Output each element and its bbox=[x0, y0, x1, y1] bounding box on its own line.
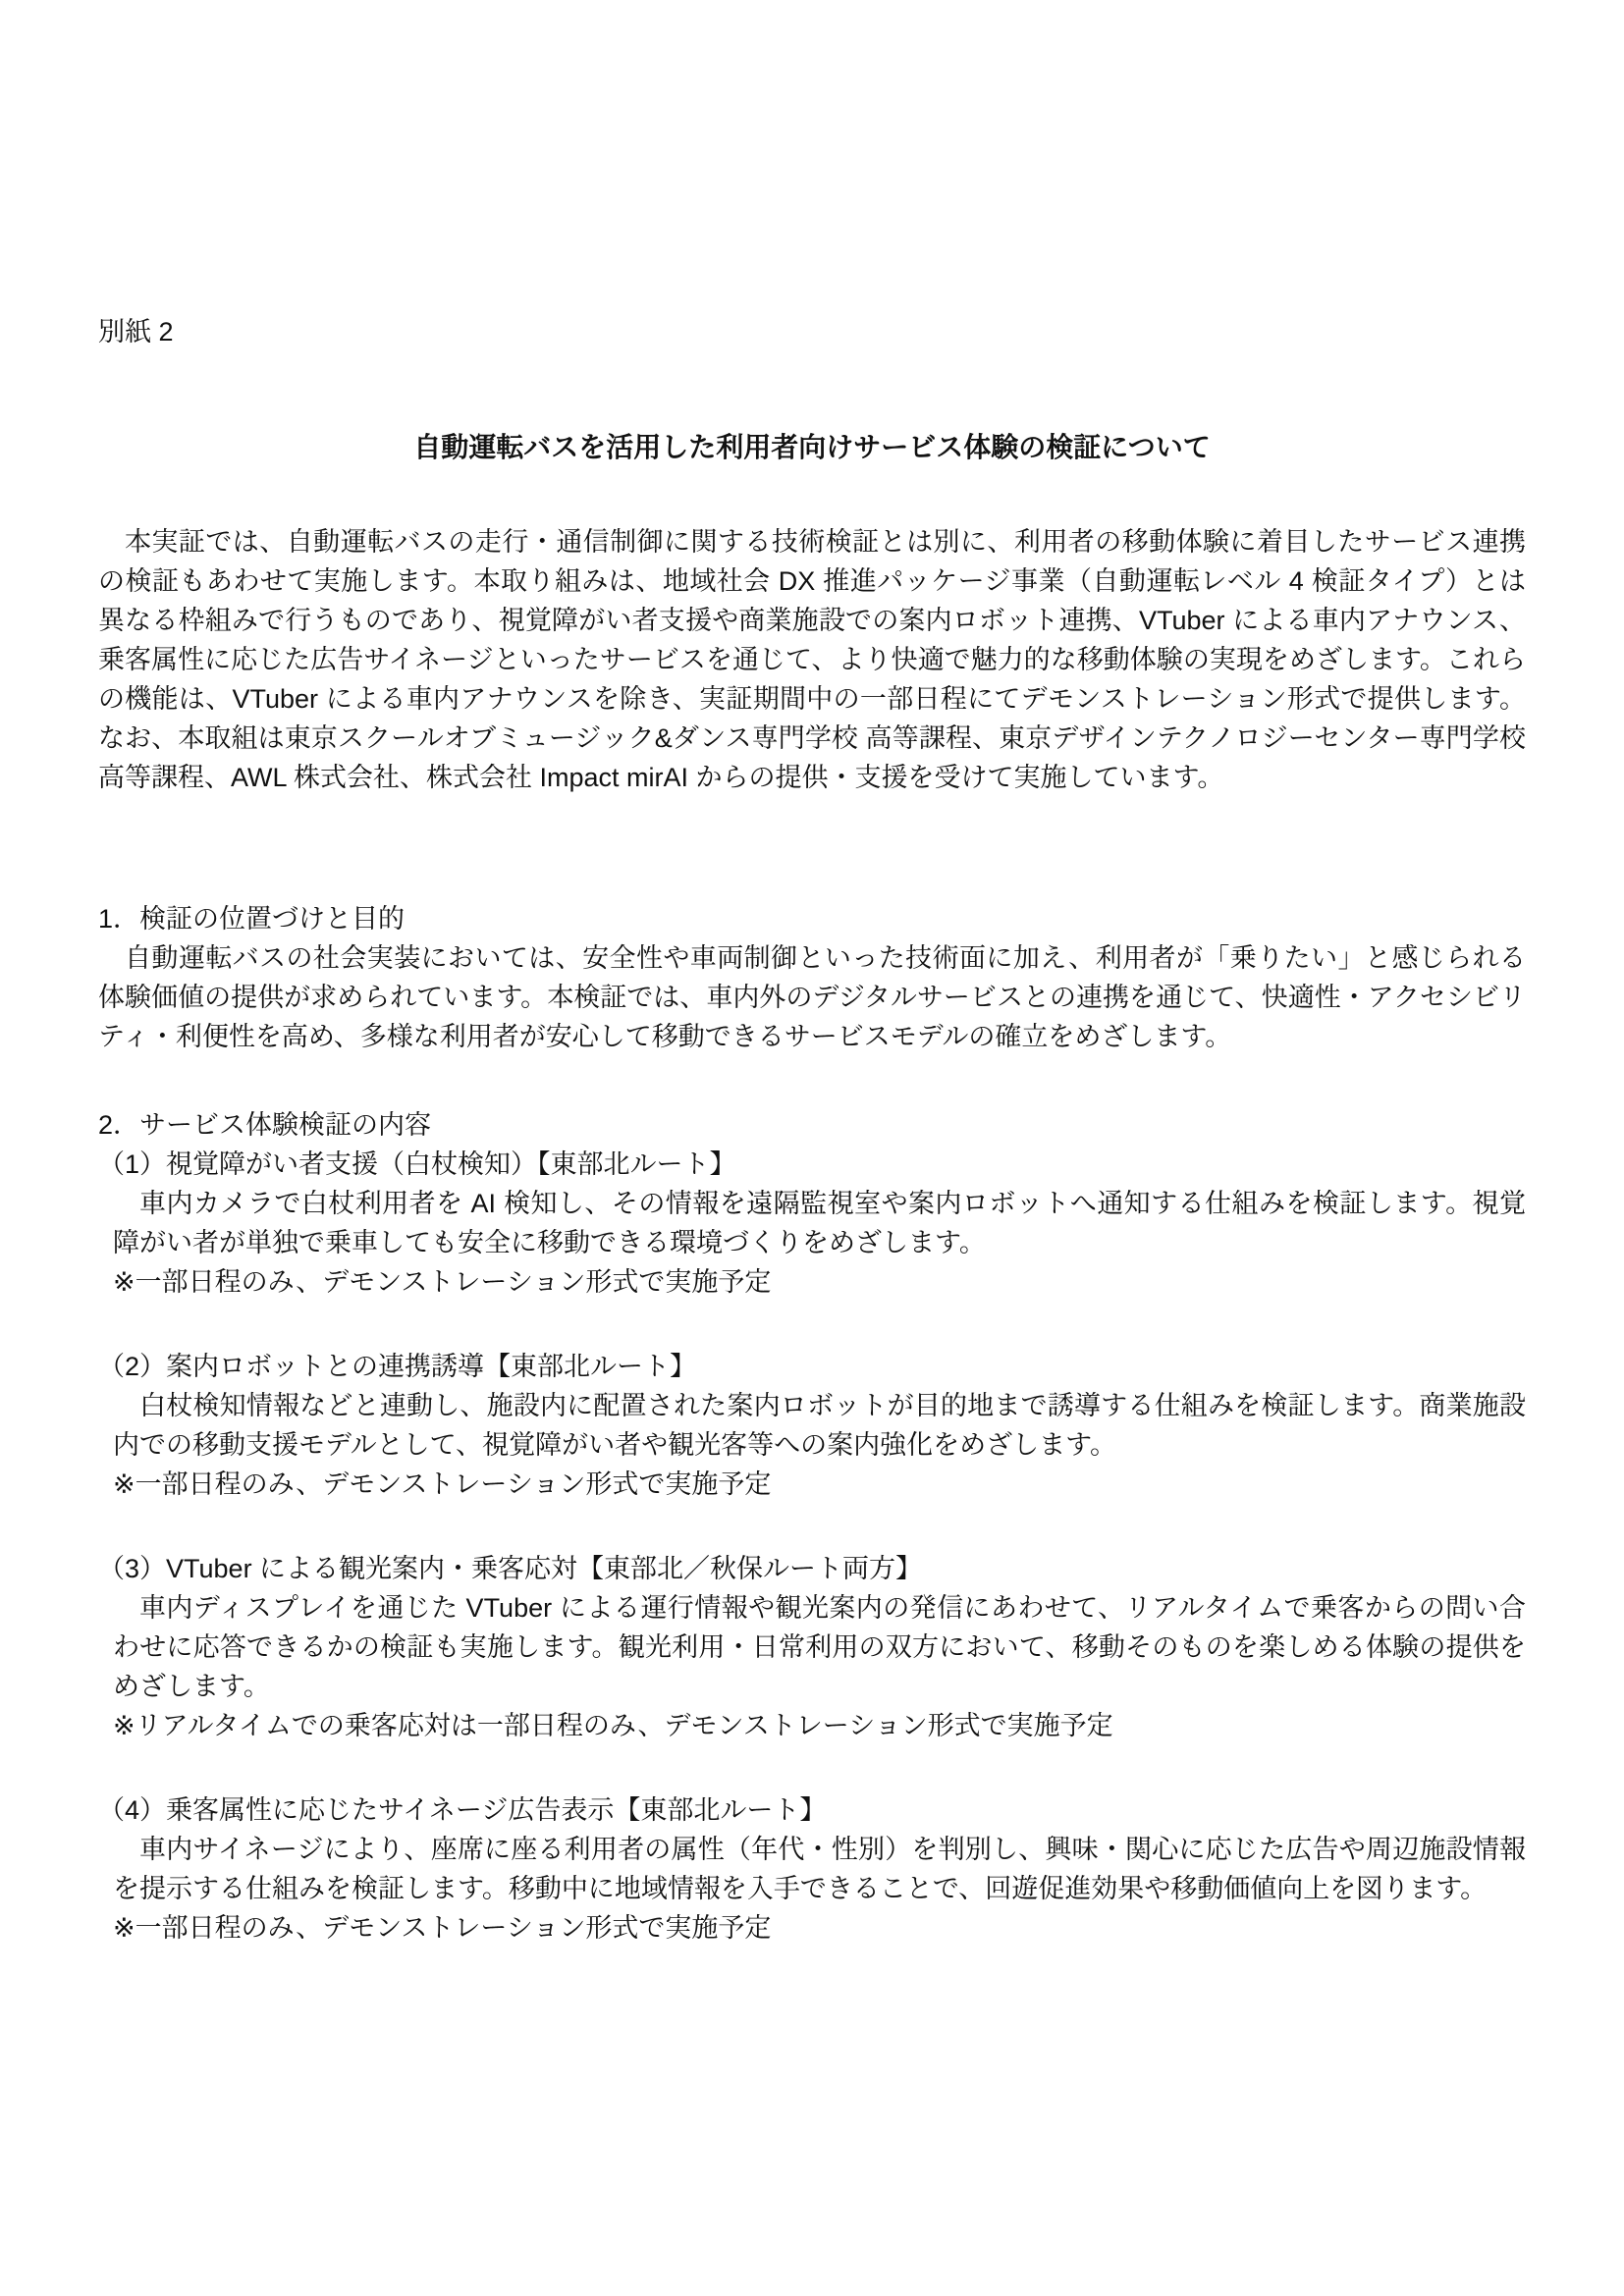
service-item-1-content bbox=[98, 1184, 1526, 1302]
service-item-4-note: ※一部日程のみ、デモンストレーション形式で実施予定 bbox=[113, 1913, 772, 1943]
service-item-3-heading: （3）VTuber による観光案内・乗客応対【東部北／秋保ルート両方】 bbox=[98, 1554, 923, 1583]
service-item-1-note: ※一部日程のみ、デモンストレーション形式で実施予定 bbox=[113, 1267, 772, 1297]
service-item-2 bbox=[98, 1347, 1526, 1504]
service-item-1-body: 車内カメラで白杖利用者を AI 検知し、その情報を遠隔監視室や案内ロボットへ通知する仕組みを検証します。視覚障がい者が単独で乗車しても安全に移動できる環境づくりをめざします。 bbox=[113, 1189, 1526, 1257]
service-item-3-content bbox=[98, 1588, 1526, 1745]
service-item-2-content bbox=[98, 1386, 1526, 1504]
service-item-3-body: 車内ディスプレイを通じた VTuber による運行情報や観光案内の発信にあわせて、リアルタイムで乗客からの問い合わせに応答できるかの検証も実施します。観光利用・日常利用の双方において、移動そのものを楽しめる体験の提供をめざします。 bbox=[113, 1593, 1526, 1701]
section1-heading: 1．検証の位置づけと目的 bbox=[98, 904, 406, 934]
service-item-3 bbox=[98, 1549, 1526, 1745]
service-item-4-heading: （4）乗客属性に応じたサイネージ広告表示【東部北ルート】 bbox=[98, 1795, 827, 1825]
service-item-3-note: ※リアルタイムでの乗客応対は一部日程のみ、デモンストレーション形式で実施予定 bbox=[113, 1711, 1113, 1740]
attachment-label: 別紙 2 bbox=[98, 317, 174, 347]
section-services bbox=[98, 1105, 1526, 1948]
section2-heading: 2．サービス体験検証の内容 bbox=[98, 1110, 432, 1140]
service-item-4-content bbox=[98, 1830, 1526, 1948]
section-purpose bbox=[98, 899, 1526, 1056]
service-item-1 bbox=[98, 1145, 1526, 1302]
service-item-2-body: 白杖検知情報などと連動し、施設内に配置された案内ロボットが目的地まで誘導する仕組みを検証します。商業施設内での移動支援モデルとして、視覚障がい者や観光客等への案内強化をめざします。 bbox=[113, 1391, 1526, 1460]
intro-paragraph: 本実証では、自動運転バスの走行・通信制御に関する技術検証とは別に、利用者の移動体験に着目したサービス連携の検証もあわせて実施します。本取り組みは、地域社会 DX 推進パッケージ事業（自動運転レベル 4 検証タイプ）とは異なる枠組みで行うものであり、視覚障がい者支援や商業施設での案内ロボット連携、VTuber による車内アナウンス、乗客属性に応じた広告サイネージといったサービスを通じて、より快適で魅力的な移動体験の実現をめざします。これらの機能は、VTuber による車内アナウンスを除き、実証期間中の一部日程にてデモンストレーション形式で提供します。なお、本取組は東京スクールオブミュージック&ダンス専門学校 高等課程、東京デザインテクノロジーセンター専門学校 高等課程、AWL 株式会社、株式会社 Impact mirAI からの提供・支援を受けて実施しています。 bbox=[98, 527, 1526, 792]
service-item-2-note: ※一部日程のみ、デモンストレーション形式で実施予定 bbox=[113, 1469, 772, 1499]
section1-body: 自動運転バスの社会実装においては、安全性や車両制御といった技術面に加え、利用者が「乗りたい」と感じられる体験価値の提供が求められています。本検証では、車内外のデジタルサービスとの連携を通じて、快適性・アクセシビリティ・利便性を高め、多様な利用者が安心して移動できるサービスモデルの確立をめざします。 bbox=[98, 943, 1526, 1051]
service-item-1-heading: （1）視覚障がい者支援（白杖検知）【東部北ルート】 bbox=[98, 1149, 736, 1179]
service-item-2-heading: （2）案内ロボットとの連携誘導【東部北ルート】 bbox=[98, 1352, 697, 1381]
service-item-4-body: 車内サイネージにより、座席に座る利用者の属性（年代・性別）を判別し、興味・関心に応じた広告や周辺施設情報を提示する仕組みを検証します。移動中に地域情報を入手できることで、回遊促進効果や移動価値向上を図ります。 bbox=[113, 1835, 1526, 1903]
service-item-4 bbox=[98, 1790, 1526, 1948]
document-title: 自動運転バスを活用した利用者向けサービス体験の検証について bbox=[413, 432, 1211, 462]
